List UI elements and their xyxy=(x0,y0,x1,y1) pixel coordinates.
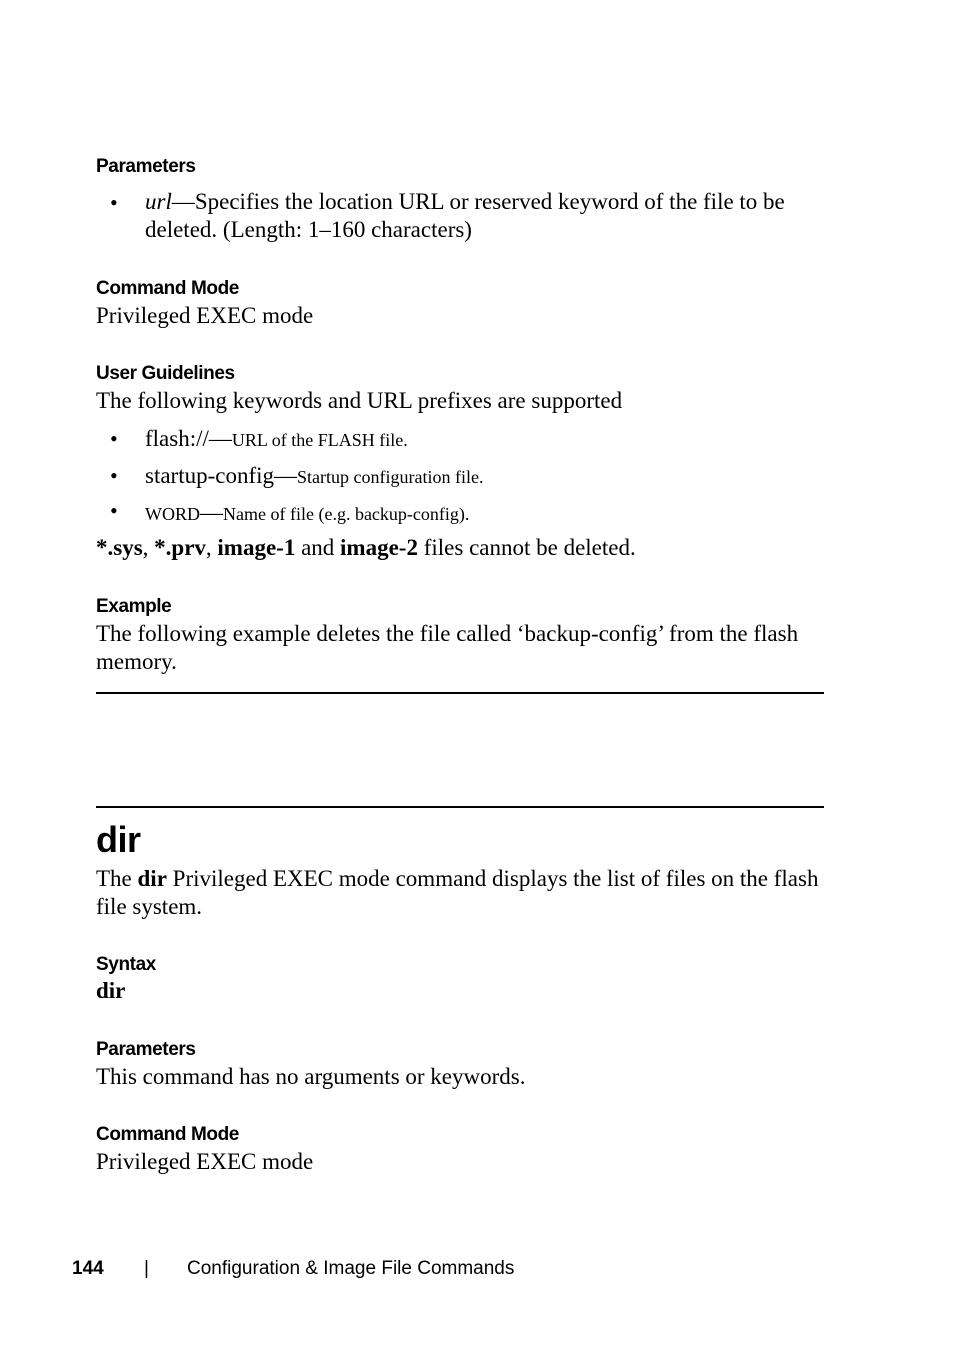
keyword-desc: Startup configuration file. xyxy=(297,467,484,487)
separator-text: , xyxy=(142,535,155,560)
page-number: 144 xyxy=(72,1258,104,1279)
footer-separator: | xyxy=(144,1258,149,1279)
command-mode-heading: Command Mode xyxy=(96,278,239,299)
param-dash: — xyxy=(171,189,195,214)
bullet-icon: • xyxy=(110,190,118,215)
param-url-item xyxy=(145,188,805,243)
keyword-term: startup-config xyxy=(145,463,275,488)
param-term: url xyxy=(145,189,172,214)
section-divider-top xyxy=(96,692,824,694)
dir-parameters-text: This command has no arguments or keywords. xyxy=(96,1064,526,1089)
file-pattern-prv: *.prv xyxy=(154,535,206,560)
file-image-1: image-1 xyxy=(217,535,296,560)
keyword-desc: Name of file (e.g. backup-config). xyxy=(223,504,470,524)
keyword-dash: — xyxy=(274,463,298,488)
note-tail: files cannot be deleted. xyxy=(417,535,636,560)
syntax-heading: Syntax xyxy=(96,954,156,975)
keyword-item-flash xyxy=(145,425,408,455)
keyword-term: WORD xyxy=(145,504,200,524)
user-guidelines-intro: The following keywords and URL prefixes are supported xyxy=(96,388,623,413)
section-divider-dir xyxy=(96,806,824,808)
bullet-icon: • xyxy=(110,426,118,451)
example-text: The following example deletes the file called ‘backup-config’ from the flash memory. xyxy=(96,621,799,674)
chapter-title: Configuration & Image File Commands xyxy=(187,1258,515,1279)
dir-intro xyxy=(96,865,824,920)
keyword-item-word xyxy=(145,499,469,529)
dir-command-mode-heading: Command Mode xyxy=(96,1124,239,1145)
cannot-delete-note xyxy=(96,534,636,562)
bullet-icon: • xyxy=(110,498,118,523)
keyword-desc: URL of the FLASH file. xyxy=(231,430,408,450)
user-guidelines-heading: User Guidelines xyxy=(96,363,235,384)
bullet-icon: • xyxy=(110,463,118,488)
dir-intro-pre: The xyxy=(96,866,138,891)
keyword-item-startup-config xyxy=(145,462,483,492)
separator-text: and xyxy=(295,535,341,560)
syntax-text: dir xyxy=(96,978,126,1003)
keyword-dash: — xyxy=(208,426,232,451)
command-mode-text: Privileged EXEC mode xyxy=(96,303,314,328)
parameters-heading: Parameters xyxy=(96,156,196,177)
file-image-2: image-2 xyxy=(340,535,418,560)
dir-command-mode-text: Privileged EXEC mode xyxy=(96,1149,314,1174)
dir-title: dir xyxy=(96,819,141,860)
dir-intro-post: Privileged EXEC mode command displays the list of files on the flash file system. xyxy=(96,866,819,919)
separator-text: , xyxy=(205,535,218,560)
dir-intro-cmd: dir xyxy=(137,866,167,891)
file-pattern-sys: *.sys xyxy=(96,535,143,560)
dir-parameters-heading: Parameters xyxy=(96,1039,196,1060)
keyword-dash: — xyxy=(200,500,223,525)
keyword-term: flash:// xyxy=(145,426,209,451)
param-description: Specifies the location URL or reserved keyword of the file to be deleted. (Length: 1–160 characters) xyxy=(145,189,785,242)
example-heading: Example xyxy=(96,596,172,617)
